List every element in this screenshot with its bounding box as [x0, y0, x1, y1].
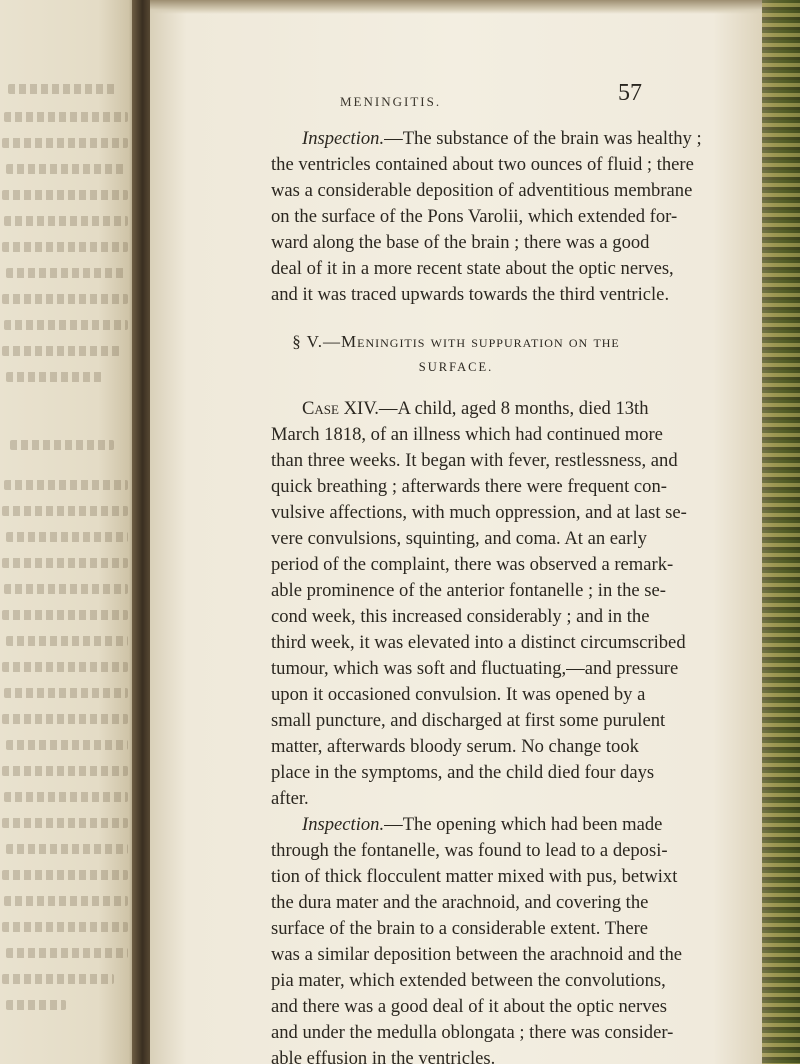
book-edge-right [762, 0, 800, 1064]
running-head [150, 80, 762, 112]
book-page [150, 0, 762, 1064]
paragraph-1-line-5: ward along the base of the brain ; there was a good [271, 232, 650, 253]
paragraph-2-line-3: tion of thick flocculent matter mixed with pus, betwixt [271, 866, 678, 887]
case-line-2: March 1818, of an illness which had continued more [271, 424, 663, 445]
paragraph-1-line-6: deal of it in a more recent state about the optic nerves, [271, 258, 674, 279]
paragraph-2-label: Inspection. [302, 814, 385, 835]
paragraph-2-line-2: through the fontanelle, was found to lead to a deposi- [271, 840, 668, 861]
paragraph-2-line-10: able effusion in the ventricles. [271, 1048, 496, 1064]
paragraph-2-line-7: pia mater, which extended between the convolutions, [271, 970, 666, 991]
case-line-14: matter, afterwards bloody serum. No change took [271, 736, 639, 757]
case-line-7: period of the complaint, there was observed a remark- [271, 554, 674, 575]
section-subheading: SURFACE. [418, 360, 494, 374]
case-line-5: vulsive affections, with much oppression, and at last se- [271, 502, 687, 523]
case-line-15: place in the symptoms, and the child died four days [271, 762, 655, 783]
case-line-6: vere convulsions, squinting, and coma. At an early [271, 528, 647, 549]
case-line-3: than three weeks. It began with fever, restlessness, and [271, 450, 678, 471]
paragraph-1-label: Inspection. [302, 128, 385, 149]
case-line-12: upon it occasioned convulsion. It was opened by a [271, 684, 646, 705]
case-line-9: cond week, this increased considerably ; and in the [271, 606, 650, 627]
case-line-10: third week, it was elevated into a distinct circumscribed [271, 632, 686, 653]
paragraph-1-line-4: on the surface of the Pons Varolii, which extended for- [271, 206, 678, 227]
paragraph-2-text: —The opening which had been made [384, 814, 663, 835]
case-line-13: small puncture, and discharged at first some purulent [271, 710, 666, 731]
case-line-1 [302, 396, 649, 422]
running-title: MENINGITIS. [340, 94, 442, 109]
paragraph-2-line-9: and under the medulla oblongata ; there was consider- [271, 1022, 674, 1043]
paragraph-1-text: —The substance of the brain was healthy ; [384, 128, 702, 149]
page-number: 57 [618, 80, 642, 106]
paragraph-1-line-1 [302, 126, 702, 152]
section-heading-text: Meningitis with suppuration on the [341, 332, 620, 351]
page-top-edge [150, 0, 762, 14]
facing-page-left [0, 0, 140, 1064]
paragraph-1-line-2: the ventricles contained about two ounces of fluid ; there [271, 154, 694, 175]
paragraph-2-line-1 [302, 812, 663, 838]
paragraph-2-line-5: surface of the brain to a considerable extent. There [271, 918, 649, 939]
paragraph-1-line-3: was a considerable deposition of adventitious membrane [271, 180, 693, 201]
paragraph-2-line-8: and there was a good deal of it about the optic nerves [271, 996, 668, 1017]
case-text: —A child, aged 8 months, died 13th [378, 398, 649, 419]
case-line-16: after. [271, 788, 309, 809]
section-marker: § V.— [292, 332, 341, 351]
case-label: Case XIV. [302, 398, 379, 419]
paragraph-2-line-4: the dura mater and the arachnoid, and covering the [271, 892, 649, 913]
case-line-11: tumour, which was soft and fluctuating,—and pressure [271, 658, 679, 679]
case-line-8: able prominence of the anterior fontanelle ; in the se- [271, 580, 666, 601]
paragraph-1-line-7: and it was traced upwards towards the third ventricle. [271, 284, 670, 305]
section-heading [150, 332, 762, 352]
paragraph-2-line-6: was a similar deposition between the arachnoid and the [271, 944, 682, 965]
case-line-4: quick breathing ; afterwards there were frequent con- [271, 476, 667, 497]
